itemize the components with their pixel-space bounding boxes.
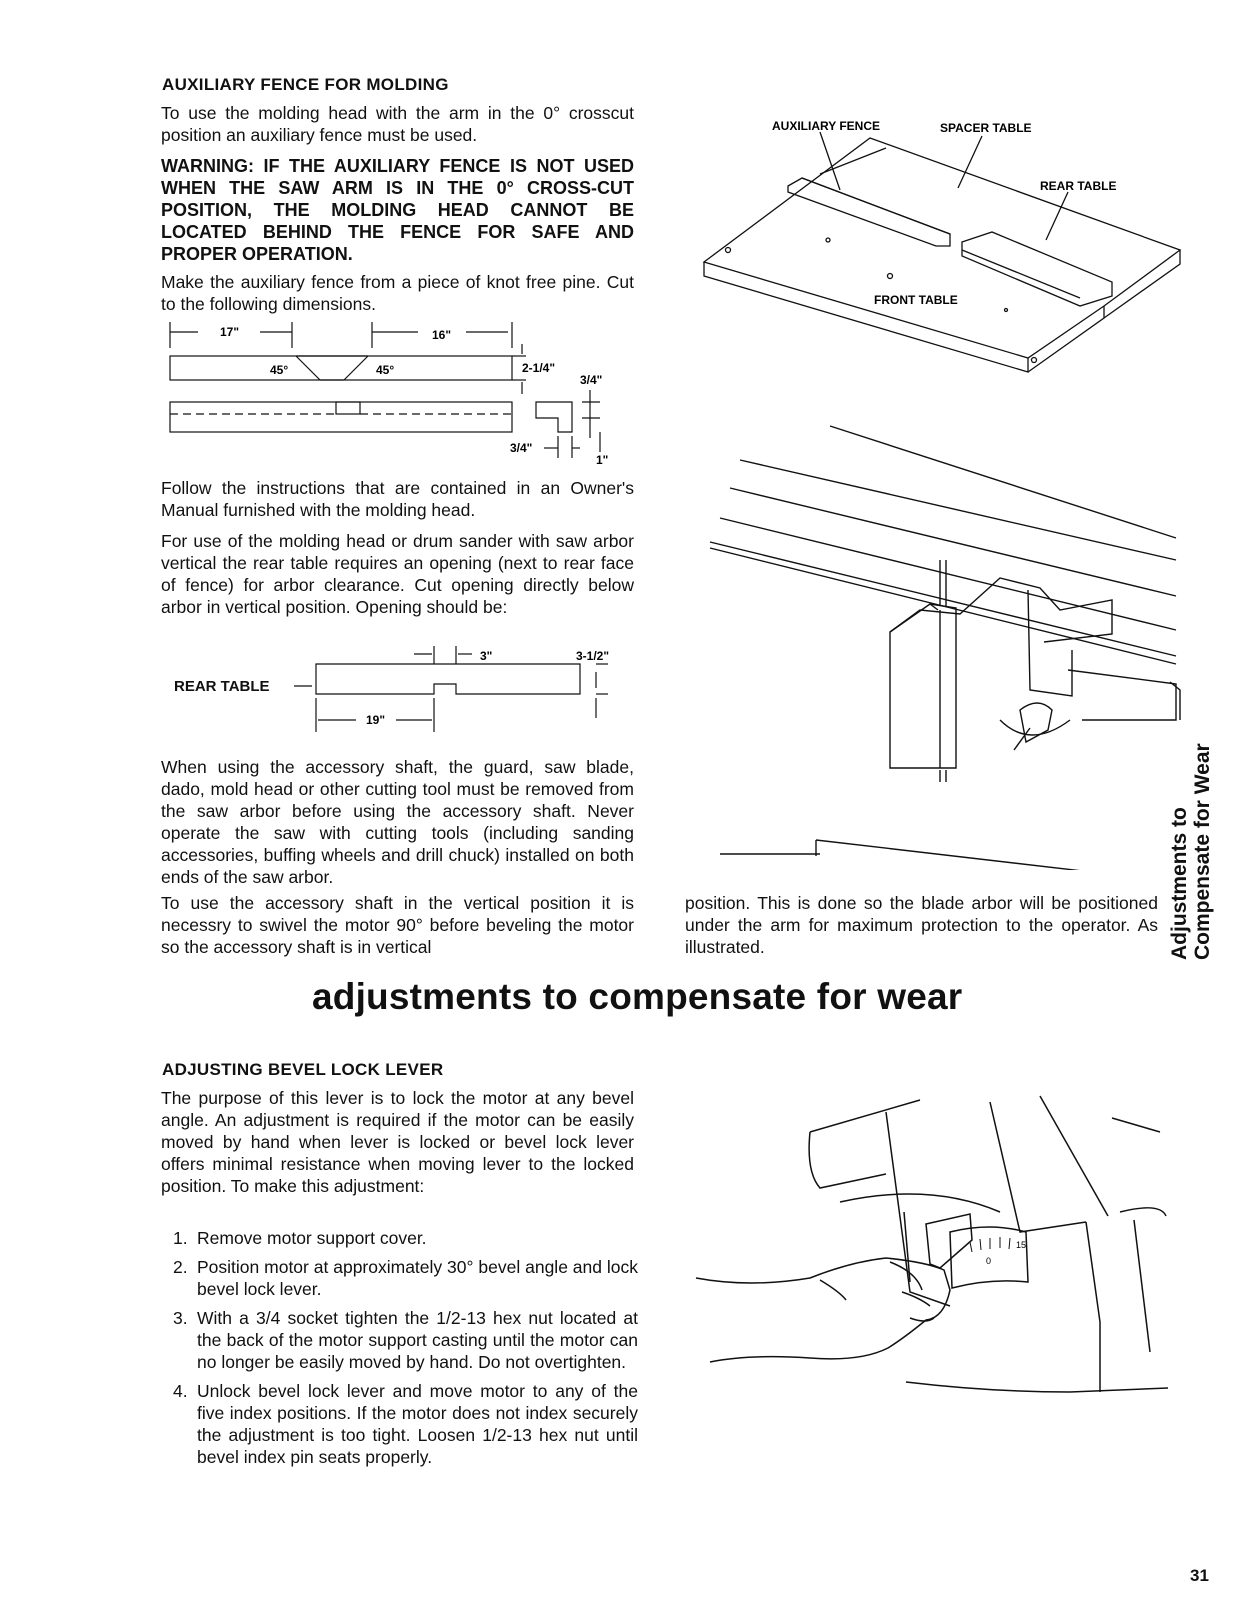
warning-paragraph: WARNING: IF THE AUXILIARY FENCE IS NOT USED WHEN THE SAW ARM IS IN THE 0° CROSS-CUT POSITION, THE MOLDING HEAD CANNOT BE LOCATED BEHIND THE FENCE FOR SAFE AND PROPER OPERATION. — [161, 156, 634, 264]
section-heading-bevel-lock: ADJUSTING BEVEL LOCK LEVER — [162, 1060, 444, 1079]
label-auxiliary-fence: AUXILIARY FENCE — [772, 119, 881, 133]
side-tab-line2: Compensate for Wear — [1191, 743, 1214, 960]
main-title: adjustments to compensate for wear — [312, 976, 963, 1017]
section-heading-auxiliary-fence: AUXILIARY FENCE FOR MOLDING — [162, 75, 449, 94]
follow-instructions-paragraph: Follow the instructions that are contained in an Owner's Manual furnished with the molding head. — [161, 478, 634, 520]
accessory-shaft-paragraph: When using the accessory shaft, the guard, saw blade, dado, mold head or other cutting tool must be removed from the saw arbor before using the accessory shaft. Never operate the saw with cutting tools (including sanding accessories, buffing wheels and drill chuck) installed on both ends of the saw arbor. — [161, 757, 634, 887]
bevel-lock-lever-figure — [690, 1092, 1180, 1422]
make-fence-paragraph: Make the auxiliary fence from a piece of knot free pine. Cut to the following dimensions. — [161, 272, 634, 314]
list-item: 4. Unlock bevel lock lever and move motor to any of the five index positions. If the motor does not index securely the adjustment is too tight. Loosen 1/2-13 hex nut until bevel index pin seats properly. — [173, 1381, 638, 1467]
list-item: 3. With a 3/4 socket tighten the 1/2-13 hex nut located at the back of the motor support casting until the motor can no longer be easily moved by hand. Do not overtighten. — [173, 1308, 638, 1372]
vertical-position-continued: position. This is done so the blade arbor will be positioned under the arm for maximum protection to the operator. As illustrated. — [685, 893, 1158, 957]
dim-3-4-bottom: 3/4" — [510, 441, 533, 455]
bevel-lock-intro: The purpose of this lever is to lock the motor at any bevel angle. An adjustment is required if the motor can be easily moved by hand when lever is locked or bevel lock lever offers minimal resistance when moving lever to the locked position. To make this adjustment: — [161, 1088, 634, 1196]
vertical-position-paragraph: To use the accessory shaft in the vertical position it is necessry to swivel the motor 90° before beveling the motor so the accessory shaft is in vertical — [161, 893, 634, 957]
dim-1: 1" — [596, 453, 609, 467]
rear-opening-paragraph: For use of the molding head or drum sander with saw arbor vertical the rear table requires an opening (next to rear face of fence) for arbor clearance. Cut opening directly below arbor in vertical position. Opening should be: — [161, 531, 634, 617]
fence-dimension-diagram — [160, 318, 640, 468]
gauge-tick-label-0: 0 — [986, 1256, 992, 1266]
dim-3: 3" — [480, 649, 493, 663]
dim-16: 16" — [432, 328, 452, 342]
label-front-table: FRONT TABLE — [874, 293, 958, 307]
label-spacer-table: SPACER TABLE — [940, 121, 1032, 135]
dim-3-4-top: 3/4" — [580, 373, 603, 387]
motor-vertical-figure — [700, 420, 1190, 870]
dim-17: 17" — [220, 325, 240, 339]
intro-paragraph: To use the molding head with the arm in the 0° crosscut position an auxiliary fence must be used. — [161, 103, 634, 145]
dim-3-1-2: 3-1/2" — [576, 649, 610, 663]
angle-right: 45° — [376, 363, 395, 377]
side-tab-line1: Adjustments to — [1168, 807, 1191, 960]
bevel-lock-steps — [161, 1227, 638, 1475]
dim-19: 19" — [366, 713, 386, 727]
list-item: 2. Position motor at approximately 30° bevel angle and lock bevel lock lever. — [173, 1257, 638, 1299]
list-item: 1. Remove motor support cover. — [173, 1228, 427, 1248]
angle-left: 45° — [270, 363, 289, 377]
gauge-tick-label-15: 15 — [1016, 1240, 1027, 1250]
dim-2-1-4: 2-1/4" — [522, 361, 556, 375]
label-rear-table: REAR TABLE — [1040, 179, 1117, 193]
table-assembly-figure — [700, 110, 1190, 380]
side-tab — [1168, 743, 1216, 960]
rear-table-label: REAR TABLE — [174, 678, 270, 695]
page-number: 31 — [1190, 1566, 1209, 1585]
